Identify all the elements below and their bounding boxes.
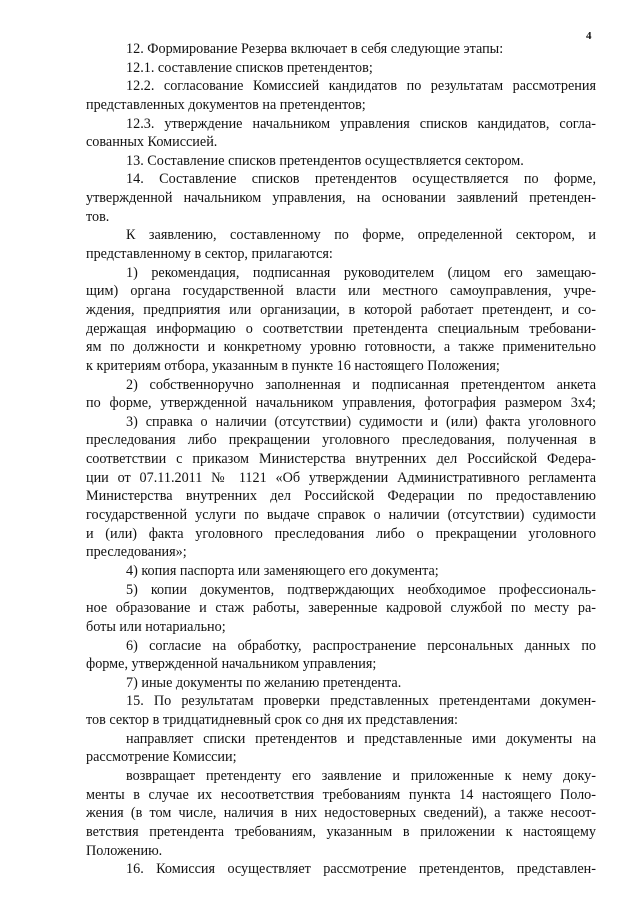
text-line: держащая информацию о соответствии претендента специальным требовани- xyxy=(86,320,596,337)
document-body xyxy=(86,40,596,879)
text-line: боты или нотариально; xyxy=(86,618,226,635)
text-line: 12.1. составление списков претендентов; xyxy=(126,59,373,76)
text-line: утвержденной начальником управления, на основании заявлений претенден- xyxy=(86,190,596,207)
text-line: 7) иные документы по желанию претендента. xyxy=(126,674,402,691)
text-line: жения (в том числе, наличия в них недостоверных сведений), а также несоот- xyxy=(86,805,596,822)
text-line: 16. Комиссия осуществляет рассмотрение претендентов, представлен- xyxy=(126,861,596,878)
text-line: 5) копии документов, подтверждающих необходимое профессиональ- xyxy=(126,581,596,598)
text-line: к критериям отбора, указанным в пункте 16 настоящего Положения; xyxy=(86,357,500,374)
text-line: ям по должности и конкретному уровню готовности, а также применительно xyxy=(86,339,596,356)
text-line: 4) копия паспорта или заменяющего его документа; xyxy=(126,562,439,579)
text-line: ции от 07.11.2011 № 1121 «Об утверждении Административного регламента xyxy=(86,469,596,486)
text-line: 15. По результатам проверки представленных претендентами докумен- xyxy=(126,693,596,710)
text-line: тов сектор в тридцатидневный срок со дня их представления: xyxy=(86,712,458,729)
text-line: К заявлению, составленному по форме, определенной сектором, и xyxy=(126,227,596,244)
text-line: рассмотрение Комиссии; xyxy=(86,749,237,766)
text-line: 6) согласие на обработку, распространение персональных данных по xyxy=(126,637,596,654)
text-line: 12.2. согласование Комиссией кандидатов по результатам рассмотрения xyxy=(126,78,596,95)
text-line: ное образование и стаж работы, заверенные кадровой службой по месту ра- xyxy=(86,600,596,617)
text-line: ветствия претендента требованиям, указанным в приложении к настоящему xyxy=(86,823,596,840)
text-line: форме, утвержденной начальником управления; xyxy=(86,656,377,673)
text-line: 3) справка о наличии (отсутствии) судимости и (или) факта уголовного xyxy=(126,413,596,430)
text-line: менты в случае их несоответствия требованиям пункта 14 настоящего Поло- xyxy=(86,786,596,803)
text-line: представленных документов на претендентов; xyxy=(86,96,366,113)
text-line: Министерства внутренних дел Российской Федерации по предоставлению xyxy=(86,488,596,505)
text-line: 14. Составление списков претендентов осуществляется по форме, xyxy=(126,171,596,188)
text-line: ждения, предприятия или организации, в которой работает претендент, и со- xyxy=(86,301,596,318)
text-line: направляет списки претендентов и представленные ими документы на xyxy=(126,730,596,747)
text-line: 12.3. утверждение начальником управления списков кандидатов, согла- xyxy=(126,115,596,132)
text-line: преследования»; xyxy=(86,544,187,561)
text-line: возвращает претенденту его заявление и приложенные к нему доку- xyxy=(126,767,596,784)
text-line: государственной услуги по выдаче справок о наличии (отсутствии) судимости xyxy=(86,507,596,524)
text-line: 1) рекомендация, подписанная руководителем (лицом его замещаю- xyxy=(126,264,596,281)
page-number: 4 xyxy=(586,30,592,42)
text-line: и (или) факта уголовного преследования либо о прекращении уголовного xyxy=(86,525,596,542)
text-line: 12. Формирование Резерва включает в себя следующие этапы: xyxy=(126,41,504,57)
text-line: 2) собственноручно заполненная и подписанная претендентом анкета xyxy=(126,376,596,393)
text-line: Положению. xyxy=(86,842,163,859)
text-line: 13. Составление списков претендентов осуществляется сектором. xyxy=(126,152,524,169)
text-line: щим) органа государственной власти или местного самоуправления, учре- xyxy=(86,283,596,300)
text-line: преследования либо прекращении уголовного преследования, полученная в xyxy=(86,432,596,449)
text-line: соответствии с приказом Министерства внутренних дел Российской Федера- xyxy=(86,451,596,468)
text-line: тов. xyxy=(86,208,110,225)
text-line: сованных Комиссией. xyxy=(86,134,218,151)
text-line: по форме, утвержденной начальником управления, фотография размером 3х4; xyxy=(86,395,596,412)
text-line: представленному в сектор, прилагаются: xyxy=(86,246,333,263)
